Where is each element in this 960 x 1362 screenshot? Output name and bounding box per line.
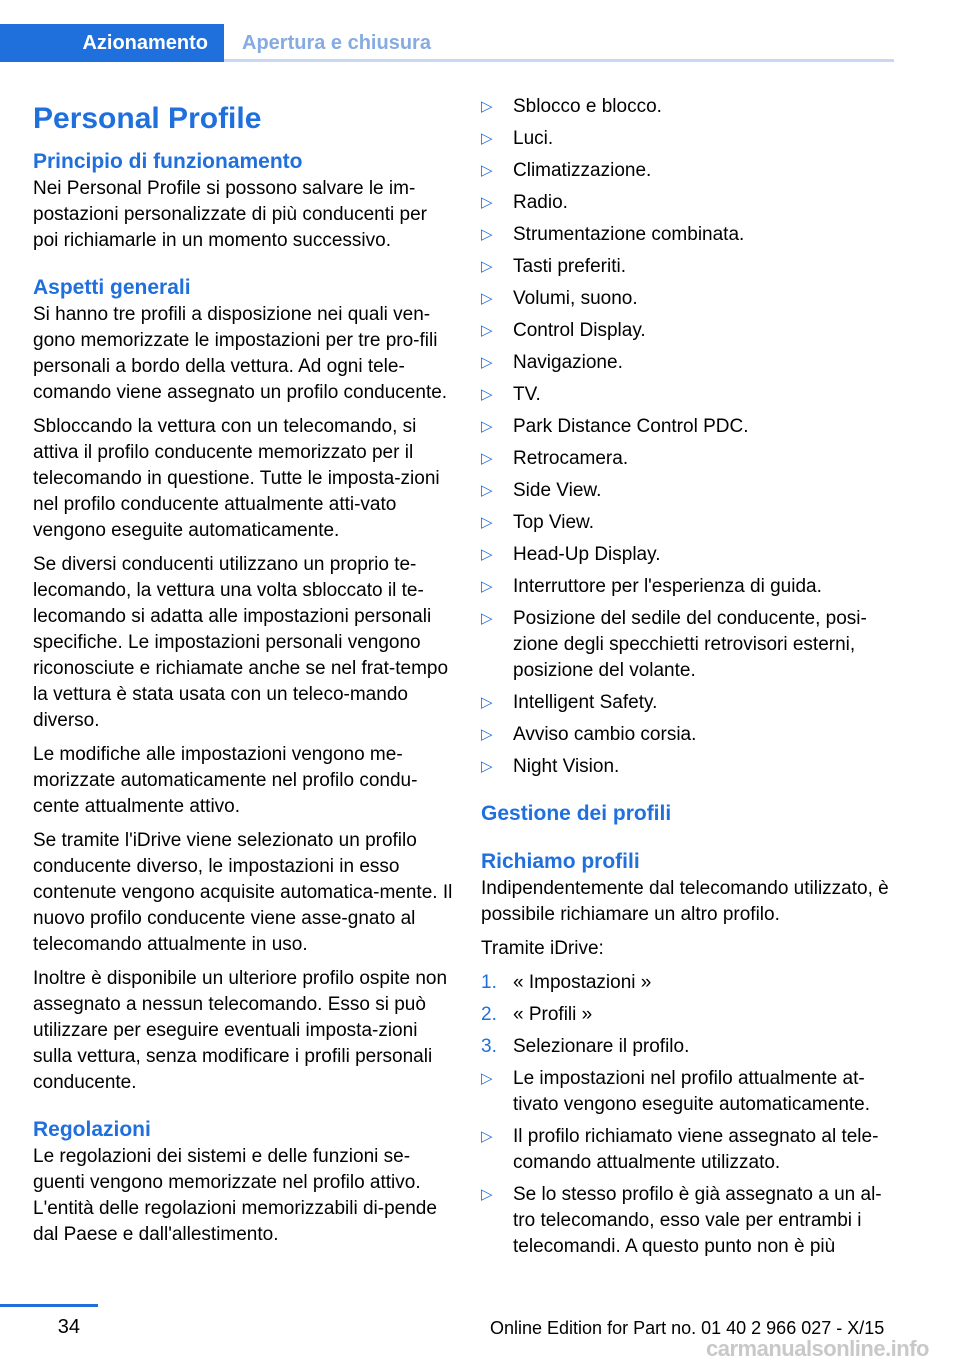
list-item: ▷ Head-Up Display. [481, 542, 897, 568]
page-number: 34 [57, 1316, 80, 1338]
list-item: ▷ Avviso cambio corsia. [481, 722, 897, 748]
settings-list [481, 94, 897, 780]
list-item: ▷ Sblocco e blocco. [481, 94, 897, 120]
list-item: ▷ Intelligent Safety. [481, 690, 897, 716]
step-item: 3. Selezionare il profilo. [481, 1034, 897, 1060]
list-item: ▷ Control Display. [481, 318, 897, 344]
paragraph: Si hanno tre profili a disposizione nei quali ven-gono memorizzate le impostazioni per tre pro-fili personali a bordo della vettura. Ad ogni tele-comando viene assegnato un profilo conducente. [33, 304, 448, 403]
paragraph: Se diversi conducenti utilizzano un proprio te-lecomando, la vettura una volta sbloccato il te-lecomando si adatta alle impostazioni personali specifiche. Le impostazioni personali vengono riconosciute e richiamate anche se nel frat-tempo la vettura è stata usata con un teleco-mando diverso. [33, 554, 449, 731]
list-item: ▷ Se lo stesso profilo è già assegnato a un al-tro telecomando, esso vale per entrambi i telecomandi. A questo punto non è più [481, 1184, 882, 1257]
triangle-bullet-icon: ▷ [481, 758, 493, 775]
step-number: 3. [481, 1036, 497, 1057]
triangle-bullet-icon: ▷ [481, 130, 493, 147]
triangle-bullet-icon: ▷ [481, 1128, 493, 1145]
list-item: ▷ Radio. [481, 190, 897, 216]
triangle-bullet-icon: ▷ [481, 546, 493, 563]
list-item: ▷ Tasti preferiti. [481, 254, 897, 280]
heading-richiamo-profili: Richiamo profili [481, 850, 640, 873]
list-item: ▷ Le impostazioni nel profilo attualmente at-tivato vengono eseguite automaticamente. [481, 1068, 871, 1115]
triangle-bullet-icon: ▷ [481, 1070, 493, 1087]
edition-text: Online Edition for Part no. 01 40 2 966 027 - X/15 [490, 1318, 885, 1338]
triangle-bullet-icon: ▷ [481, 514, 493, 531]
right-column [481, 94, 897, 1266]
step-number: 2. [481, 1004, 497, 1025]
list-item: ▷ Strumentazione combinata. [481, 222, 897, 248]
list-item: ▷ Il profilo richiamato viene assegnato al tele-comando attualmente utilizzato. [481, 1126, 879, 1173]
tab-azionamento[interactable]: Azionamento [0, 24, 224, 62]
list-item: ▷ Side View. [481, 478, 897, 504]
triangle-bullet-icon: ▷ [481, 578, 493, 595]
list-item: ▷ Navigazione. [481, 350, 897, 376]
list-item: ▷ Volumi, suono. [481, 286, 897, 312]
triangle-bullet-icon: ▷ [481, 322, 493, 339]
paragraph: Inoltre è disponibile un ulteriore profilo ospite non assegnato a nessun telecomando. Esso si può utilizzare per eseguire eventuali imposta-zioni sulla vettura, senza modificare i profili personali conducente. [33, 968, 448, 1093]
paragraph: Le modifiche alle impostazioni vengono me-morizzate automaticamente nel profilo condu-cente attualmente attivo. [33, 744, 418, 817]
triangle-bullet-icon: ▷ [481, 610, 493, 627]
triangle-bullet-icon: ▷ [481, 354, 493, 371]
paragraph: Le regolazioni dei sistemi e delle funzioni se-guenti vengono memorizzate nel profilo attivo. L'entità delle regolazioni memorizzabili di-pende dal Paese e dall'allestimento. [33, 1146, 437, 1245]
triangle-bullet-icon: ▷ [481, 290, 493, 307]
triangle-bullet-icon: ▷ [481, 694, 493, 711]
triangle-bullet-icon: ▷ [481, 162, 493, 179]
paragraph: Tramite iDrive: [481, 938, 604, 959]
step-item: 2. « Profili » [481, 1002, 897, 1028]
step-item: 1. « Impostazioni » [481, 970, 897, 996]
paragraph: Sbloccando la vettura con un telecomando, si attiva il profilo conducente memorizzato per il telecomando in questione. Tutte le imposta-zioni nel profilo conducente attualmente atti-vato vengono eseguite automaticamente. [33, 416, 440, 541]
list-item: ▷ Climatizzazione. [481, 158, 897, 184]
heading-principio: Principio di funzionamento [33, 150, 303, 173]
list-item: ▷ Retrocamera. [481, 446, 897, 472]
paragraph: Se tramite l'iDrive viene selezionato un profilo conducente diverso, le impostazioni in esso contenute vengono acquisite automatica-mente. Il nuovo profilo conducente viene asse-gnato al telecomando attualmente in uso. [33, 830, 453, 955]
step-number: 1. [481, 972, 497, 993]
list-item: ▷ Top View. [481, 510, 897, 536]
triangle-bullet-icon: ▷ [481, 258, 493, 275]
list-item: ▷ Posizione del sedile del conducente, posi-zione degli specchietti retrovisori esterni, posizione del volante. [481, 608, 867, 681]
heading-gestione-profili: Gestione dei profili [481, 802, 672, 825]
triangle-bullet-icon: ▷ [481, 226, 493, 243]
triangle-bullet-icon: ▷ [481, 450, 493, 467]
left-column [33, 94, 453, 1256]
tab-apertura-e-chiusura[interactable]: Apertura e chiusura [224, 24, 894, 62]
paragraph: Nei Personal Profile si possono salvare le im-postazioni personalizzate di più conducenti per poi richiamarle in un momento successivo. [33, 178, 427, 251]
list-item: ▷ Park Distance Control PDC. [481, 414, 897, 440]
triangle-bullet-icon: ▷ [481, 726, 493, 743]
page-title: Personal Profile [33, 102, 262, 135]
watermark: carmanualsonline.info [706, 1336, 929, 1361]
heading-regolazioni: Regolazioni [33, 1118, 151, 1141]
list-item: ▷ TV. [481, 382, 897, 408]
list-item: ▷ Interruttore per l'esperienza di guida. [481, 574, 897, 600]
triangle-bullet-icon: ▷ [481, 418, 493, 435]
notes-list [481, 1066, 897, 1260]
list-item: ▷ Night Vision. [481, 754, 897, 780]
triangle-bullet-icon: ▷ [481, 98, 493, 115]
footer-rule [0, 1304, 98, 1307]
list-item: ▷ Luci. [481, 126, 897, 152]
paragraph: Indipendentemente dal telecomando utilizzato, è possibile richiamare un altro profilo. [481, 878, 889, 925]
triangle-bullet-icon: ▷ [481, 386, 493, 403]
triangle-bullet-icon: ▷ [481, 482, 493, 499]
heading-aspetti-generali: Aspetti generali [33, 276, 191, 299]
triangle-bullet-icon: ▷ [481, 194, 493, 211]
steps-list [481, 970, 897, 1060]
triangle-bullet-icon: ▷ [481, 1186, 493, 1203]
